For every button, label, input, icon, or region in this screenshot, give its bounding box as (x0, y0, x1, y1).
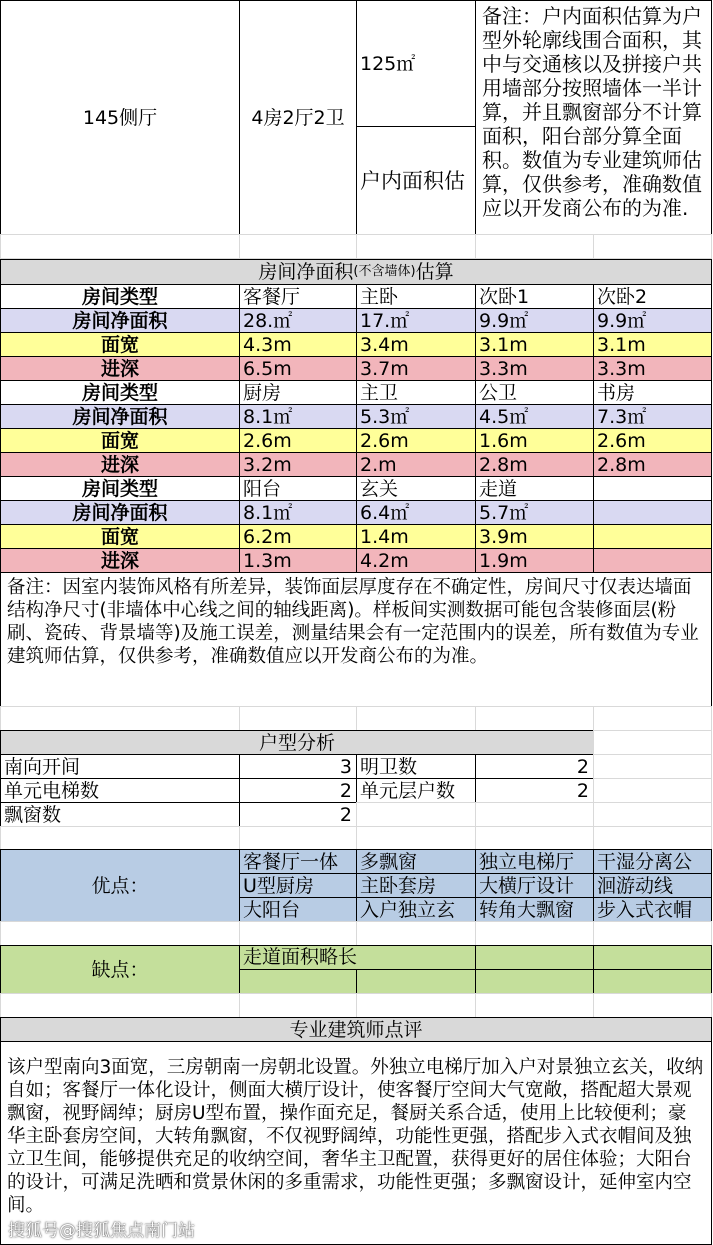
room-type: 客餐厅 (239, 284, 357, 309)
row-label-depth: 进深 (0, 548, 240, 573)
elevator-label: 单元电梯数 (0, 778, 240, 803)
net-area-note-cell (0, 572, 712, 707)
blank-cell (356, 802, 476, 827)
review-text: 该户型南向3面宽，三房朝南一房朝北设置。外独立电梯厅加入户对景独立玄关，收纳自如；客餐厅一体化设计，侧面大横厅设计，使客餐厅空间大气宽敞，搭配超大景观飘窗，视野阔绰；厨房U型布置，操作面充足，餐厨关系合适，使用上比较便利；豪华主卧套房空间，大转角飘窗，不仅视野阔绰，功能性更强，搭配步入式衣帽间及独立卫生间，能够提供充足的收纳空间，奢华主卫配置，获得更好的居住体验；大阳台的设计，可满足洗晒和赏景休闲的多重需求，功能性更强；多飘窗设计，延伸室内空间。 (7, 1057, 704, 1216)
row-label-depth: 进深 (0, 452, 240, 477)
room-depth-empty (593, 548, 712, 573)
blank-cell (475, 234, 594, 259)
con-item: 走道面积略长 (239, 945, 476, 970)
blank-cell (239, 234, 357, 259)
room-type: 书房 (593, 380, 712, 405)
con-empty-cell (356, 969, 476, 994)
review-cell (0, 1041, 712, 1245)
pro-item: 干湿分离公 (593, 849, 712, 874)
units-per-floor-label: 单元层户数 (356, 778, 476, 803)
pro-item: 大阳台 (239, 897, 357, 922)
room-area: 5.3㎡ (356, 404, 476, 429)
review-title: 专业建筑师点评 (0, 1017, 712, 1042)
south-width-value: 3 (239, 754, 357, 779)
room-area: 9.9㎡ (593, 308, 712, 333)
blank-cell (593, 778, 712, 803)
room-width: 3.1m (475, 332, 594, 357)
pro-item: 客餐厅一体 (239, 849, 357, 874)
room-width: 2.6m (239, 428, 357, 453)
room-width: 3.9m (475, 524, 594, 549)
area-note: 备注：户内面积估算为户型外轮廓线围合面积，其中与交通核以及拼接户共用墙部分按照墙体一半计算，并且飘窗部分不计算面积，阳台部分算全面积。数值为专业建筑师估算，仅供参考，准确数值应以开发商公布的为准. (482, 4, 702, 220)
bright-bath-label: 明卫数 (356, 754, 476, 779)
rooms-cell (239, 0, 357, 235)
room-type-empty (593, 476, 712, 501)
row-label-area: 房间净面积 (0, 404, 240, 429)
pro-item: 多飘窗 (356, 849, 476, 874)
room-depth: 2.m (356, 452, 476, 477)
room-width: 2.6m (593, 428, 712, 453)
blank-cell (356, 234, 476, 259)
row-label-type: 房间类型 (0, 284, 240, 309)
bay-window-label: 飘窗数 (0, 802, 240, 827)
blank-cell (475, 993, 594, 1018)
net-area-title-note: (不含墙体) (353, 264, 416, 279)
blank-cell (356, 826, 476, 850)
room-depth: 3.3m (475, 356, 594, 381)
blank-cell (593, 993, 712, 1018)
pro-item: U型厨房 (239, 873, 357, 898)
area-value-cell (356, 0, 476, 127)
blank-cell (239, 826, 357, 850)
room-width-empty (593, 524, 712, 549)
blank-cell (0, 706, 240, 731)
room-depth: 3.3m (593, 356, 712, 381)
room-width: 1.6m (475, 428, 594, 453)
elevator-value: 2 (239, 778, 357, 803)
room-area-empty (593, 500, 712, 525)
room-depth: 6.5m (239, 356, 357, 381)
room-area: 6.4㎡ (356, 500, 476, 525)
pro-item: 步入式衣帽 (593, 897, 712, 922)
room-type: 走道 (475, 476, 594, 501)
blank-cell (356, 921, 476, 946)
row-label-type: 房间类型 (0, 380, 240, 405)
room-depth: 2.8m (475, 452, 594, 477)
room-area: 5.7㎡ (475, 500, 594, 525)
net-area-title-end: 估算 (415, 261, 454, 283)
net-area-title-main: 房间净面积 (258, 261, 354, 283)
room-width: 1.4m (356, 524, 476, 549)
con-empty-cell (593, 969, 712, 994)
row-label-area: 房间净面积 (0, 308, 240, 333)
bay-window-value: 2 (239, 802, 357, 827)
room-type: 公卫 (475, 380, 594, 405)
room-type: 阳台 (239, 476, 357, 501)
room-width: 3.4m (356, 332, 476, 357)
cons-label: 缺点： (0, 945, 240, 994)
blank-cell (239, 921, 357, 946)
blank-cell (475, 921, 594, 946)
blank-cell (356, 706, 476, 731)
con-empty-cell (475, 945, 594, 970)
room-area: 8.1㎡ (239, 500, 357, 525)
con-empty-cell (239, 969, 357, 994)
room-area: 4.5㎡ (475, 404, 594, 429)
room-area: 7.3㎡ (593, 404, 712, 429)
room-depth: 2.8m (593, 452, 712, 477)
row-label-width: 面宽 (0, 332, 240, 357)
room-area: 28.㎡ (239, 308, 357, 333)
blank-cell (0, 993, 240, 1018)
net-area-title (0, 259, 712, 285)
net-area-note: 备注：因室内装饰风格有所差异，装饰面层厚度存在不确定性，房间尺寸仅表达墙面结构净尺寸(非墙体中心线之间的轴线距离)。样板间实测数据可能包含装修面层(粉刷、瓷砖、背景墙等)及施工误差，测量结果会有一定范围内的误差，所有数值为专业建筑师估算，仅供参考，准确数值应以开发商公布的为准。 (7, 577, 699, 667)
south-width-label: 南向开间 (0, 754, 240, 779)
blank-cell (475, 802, 594, 827)
blank-cell (0, 234, 240, 259)
room-type: 主卧 (356, 284, 476, 309)
room-width: 6.2m (239, 524, 357, 549)
room-area: 9.9㎡ (475, 308, 594, 333)
con-empty-cell (475, 969, 594, 994)
room-type: 次卧2 (593, 284, 712, 309)
room-depth: 3.7m (356, 356, 476, 381)
room-count: 4房2厅2卫 (251, 106, 345, 129)
blank-cell (239, 706, 357, 731)
row-label-depth: 进深 (0, 356, 240, 381)
room-width: 3.1m (593, 332, 712, 357)
row-label-width: 面宽 (0, 524, 240, 549)
room-depth: 3.2m (239, 452, 357, 477)
blank-cell (356, 993, 476, 1018)
blank-cell (593, 234, 712, 259)
row-label-area: 房间净面积 (0, 500, 240, 525)
room-depth: 4.2m (356, 548, 476, 573)
blank-cell (0, 826, 240, 850)
watermark: 搜狐号@搜狐焦点南门站 (8, 1221, 195, 1241)
room-width: 4.3m (239, 332, 357, 357)
area-note-cell (475, 0, 712, 235)
units-per-floor-value: 2 (475, 778, 594, 803)
area-label-cell (356, 126, 476, 235)
layout-name-cell (0, 0, 240, 235)
pro-item: 入户独立玄 (356, 897, 476, 922)
room-area: 8.1㎡ (239, 404, 357, 429)
pros-label: 优点： (0, 849, 240, 922)
analysis-title: 户型分析 (0, 730, 594, 755)
blank-cell (593, 706, 712, 731)
blank-cell (239, 993, 357, 1018)
blank-cell (593, 826, 712, 850)
room-type: 厨房 (239, 380, 357, 405)
layout-name: 145侧厅 (82, 106, 158, 129)
room-depth: 1.3m (239, 548, 357, 573)
blank-cell (475, 706, 594, 731)
area-label: 户内面积估 (360, 168, 465, 193)
blank-cell (475, 826, 594, 850)
bright-bath-value: 2 (475, 754, 594, 779)
blank-cell (593, 802, 712, 827)
room-area: 17.㎡ (356, 308, 476, 333)
area-value: 125㎡ (360, 52, 416, 75)
pro-item: 转角大飘窗 (475, 897, 594, 922)
blank-cell (593, 730, 712, 755)
pro-item: 大横厅设计 (475, 873, 594, 898)
row-label-width: 面宽 (0, 428, 240, 453)
room-type: 主卫 (356, 380, 476, 405)
blank-cell (0, 921, 240, 946)
room-width: 2.6m (356, 428, 476, 453)
con-empty-cell (593, 945, 712, 970)
room-type: 次卧1 (475, 284, 594, 309)
row-label-type: 房间类型 (0, 476, 240, 501)
room-depth: 1.9m (475, 548, 594, 573)
blank-cell (593, 754, 712, 779)
room-type: 玄关 (356, 476, 476, 501)
pro-item: 主卧套房 (356, 873, 476, 898)
blank-cell (593, 921, 712, 946)
pro-item: 洄游动线 (593, 873, 712, 898)
pro-item: 独立电梯厅 (475, 849, 594, 874)
